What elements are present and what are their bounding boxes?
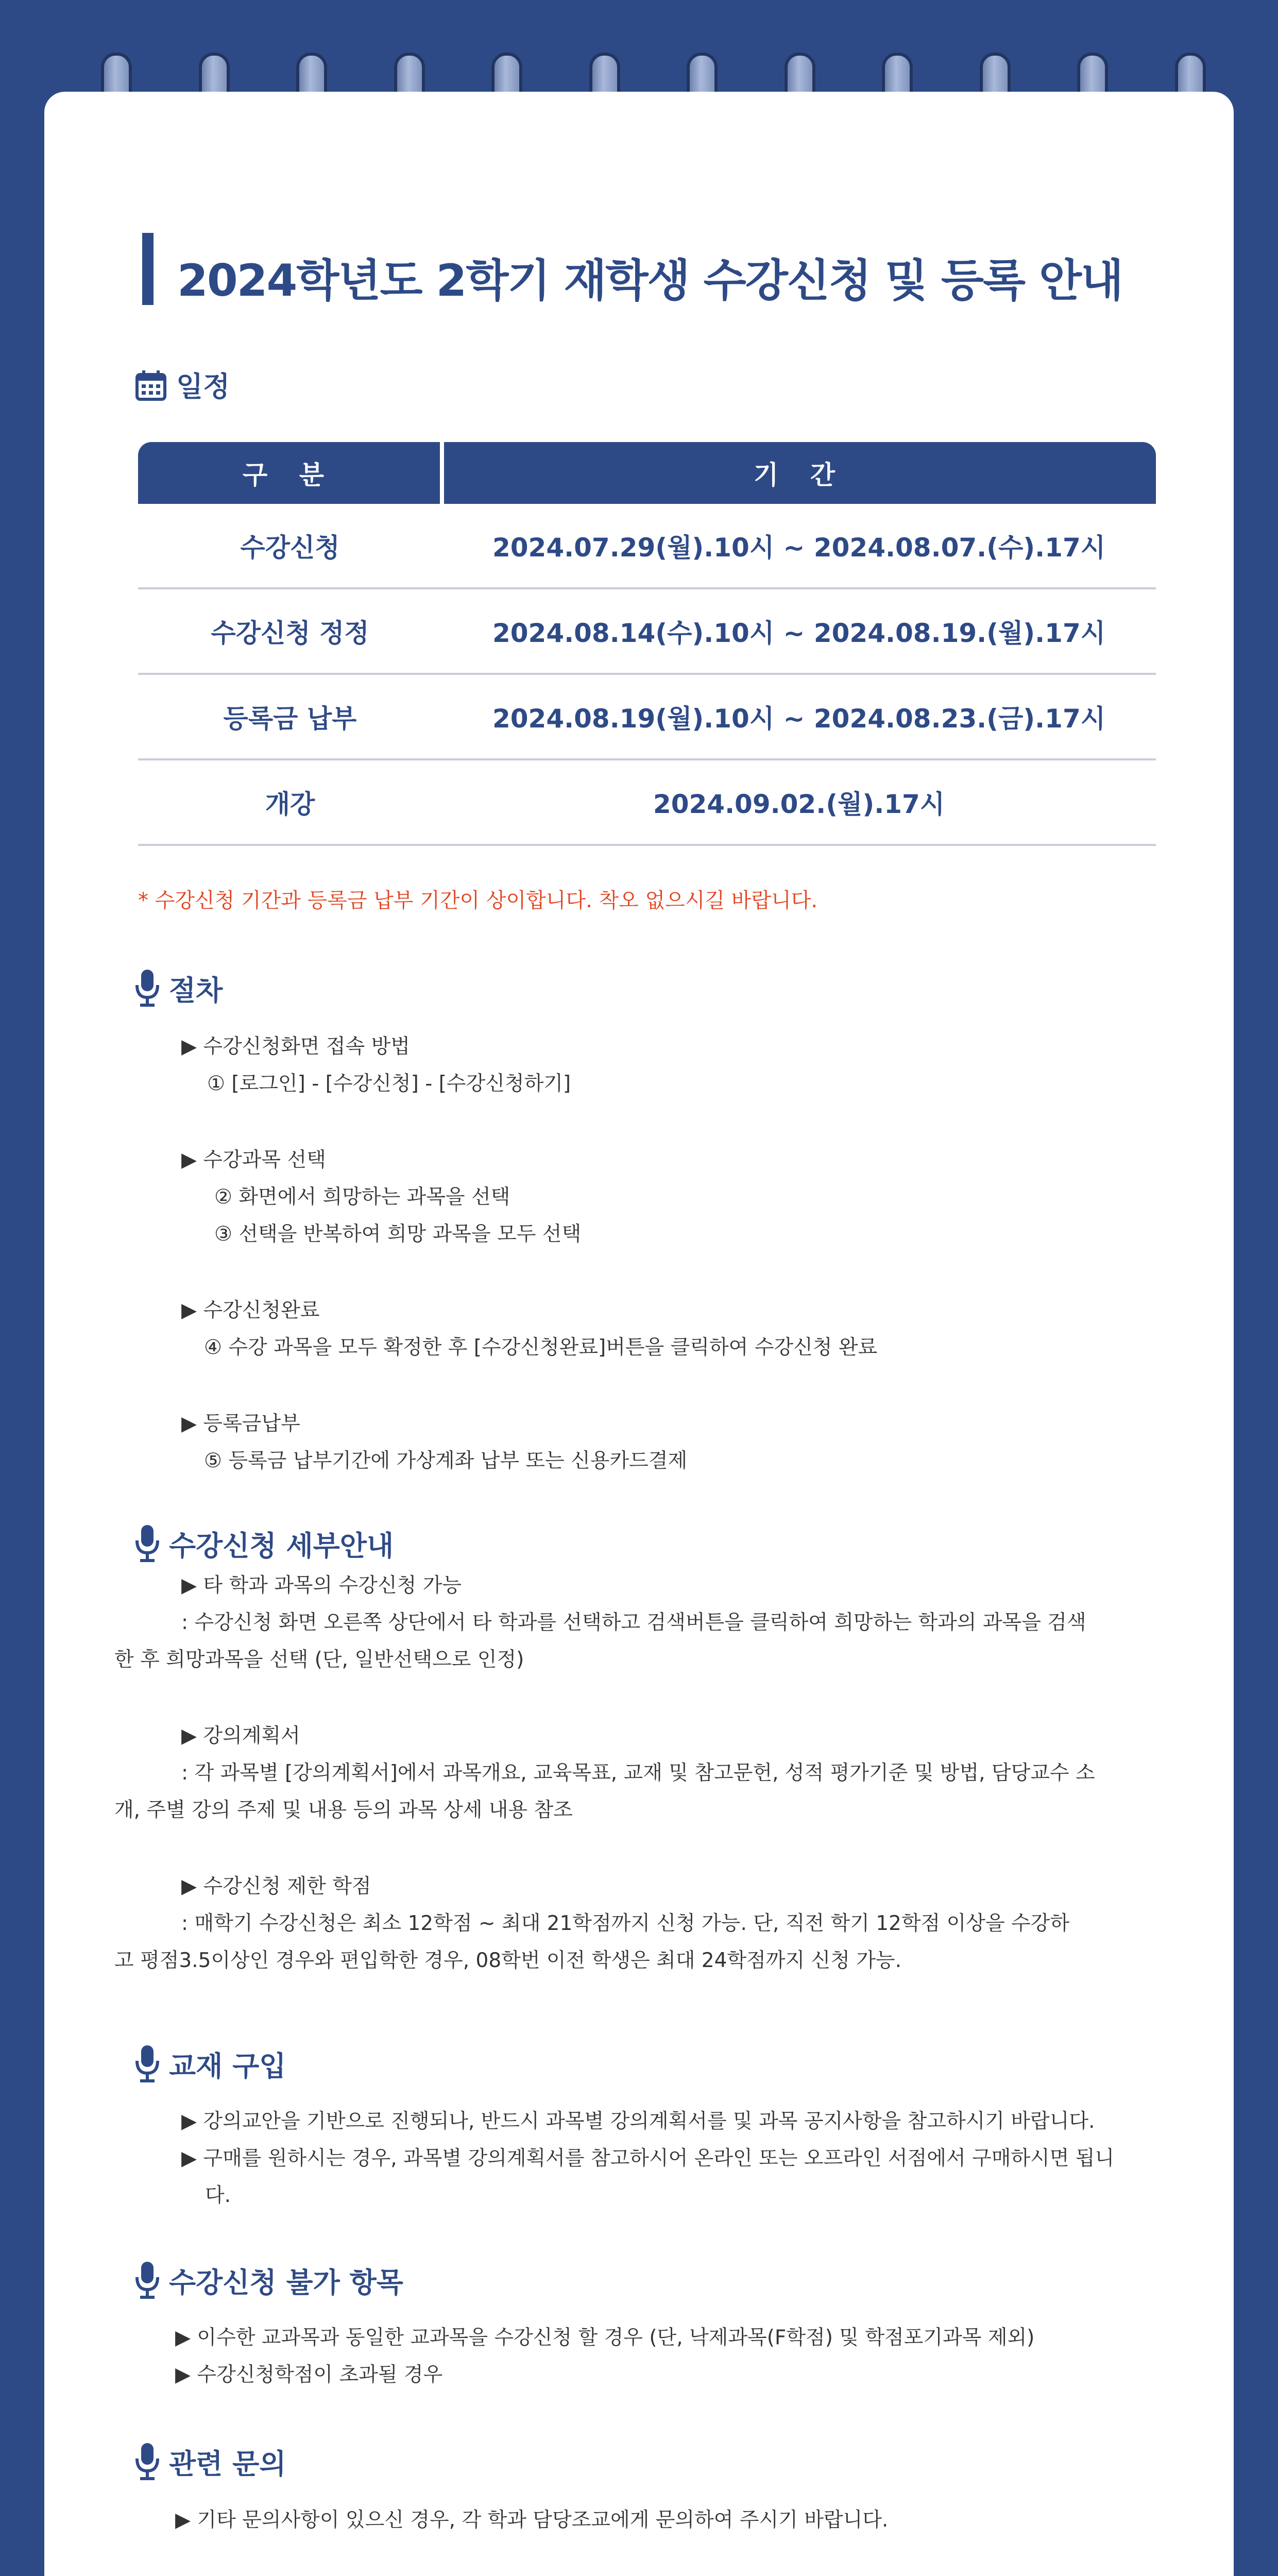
details-line: ▶ 강의계획서	[181, 1724, 300, 1748]
procedure-line: ⑤ 등록금 납부기간에 가상계좌 납부 또는 신용카드결제	[204, 1449, 688, 1472]
procedure-line: ▶ 수강신청완료	[181, 1299, 320, 1322]
unavailable-line: ▶ 수강신청학점이 초과될 경우	[175, 2363, 443, 2386]
schedule-cell: 2024.08.14(수).10시 ~ 2024.08.19.(월).17시	[442, 588, 1156, 674]
procedure-line: ③ 선택을 반복하여 희망 과목을 모두 선택	[214, 1223, 582, 1246]
inquiry-heading-label: 관련 문의	[169, 2448, 286, 2480]
schedule-heading	[135, 365, 230, 408]
details-body	[114, 1567, 1095, 1979]
unavailable-line: ▶ 이수한 교과목과 동일한 교과목을 수강신청 할 경우 (단, 낙제과목(F학점) 및 학점포기과목 제외)	[175, 2326, 1035, 2349]
calendar-icon	[135, 369, 167, 408]
details-line: : 수강신청 화면 오른쪽 상단에서 타 학과를 선택하고 검색버튼을 클릭하여 희망하는 학과의 과목을 검색	[181, 1611, 1086, 1634]
textbook-line: ▶ 구매를 원하시는 경우, 과목별 강의계획서를 참고하시어 온라인 또는 오프라인 서점에서 구매하시면 됩니	[181, 2147, 1115, 2170]
details-line: 개, 주별 강의 주제 및 내용 등의 과목 상세 내용 참조	[114, 1799, 573, 1822]
procedure-line: ▶ 수강신청화면 접속 방법	[181, 1035, 410, 1058]
table-row	[138, 588, 1156, 674]
microphone-icon	[135, 2262, 160, 2308]
details-heading	[135, 1524, 394, 1571]
schedule-cell: 2024.09.02.(월).17시	[442, 759, 1156, 845]
details-line: : 매학기 수강신청은 최소 12학점 ~ 최대 21학점까지 신청 가능. 단, 직전 학기 12학점 이상을 수강하	[181, 1912, 1070, 1935]
title-accent-bar	[142, 233, 154, 305]
textbook-body	[181, 2103, 1114, 2214]
procedure-line: ① [로그인] - [수강신청] - [수강신청하기]	[207, 1072, 571, 1095]
inquiry-line: ▶ 기타 문의사항이 있으신 경우, 각 학과 담당조교에게 문의하여 주시기 바랍니다.	[175, 2509, 889, 2532]
schedule-note: * 수강신청 기간과 등록금 납부 기간이 상이합니다. 착오 없으시길 바랍니다.	[138, 889, 818, 912]
microphone-icon	[135, 1525, 160, 1571]
microphone-icon	[135, 2443, 160, 2489]
microphone-icon	[135, 2045, 160, 2091]
schedule-cell: 수강신청 정정	[138, 588, 442, 674]
textbook-heading	[135, 2044, 286, 2091]
schedule-cell: 개강	[138, 759, 442, 845]
procedure-heading-label: 절차	[169, 974, 223, 1007]
inquiry-body	[175, 2502, 888, 2576]
inquiry-phone	[175, 2572, 888, 2576]
procedure-line: ② 화면에서 희망하는 과목을 선택	[214, 1185, 510, 1209]
unavailable-body	[175, 2319, 1034, 2394]
schedule-cell: 2024.08.19(월).10시 ~ 2024.08.23.(금).17시	[442, 674, 1156, 759]
schedule-heading-label: 일정	[176, 370, 230, 403]
inquiry-heading	[135, 2442, 286, 2489]
unavailable-heading-label: 수강신청 불가 항목	[169, 2266, 403, 2299]
textbook-line: 다.	[205, 2184, 231, 2207]
details-heading-label: 수강신청 세부안내	[169, 1530, 394, 1562]
details-line: 한 후 희망과목을 선택 (단, 일반선택으로 인정)	[114, 1648, 524, 1671]
table-row	[138, 674, 1156, 759]
procedure-body	[181, 1028, 877, 1480]
procedure-heading	[135, 969, 223, 1015]
details-line: ▶ 수강신청 제한 학점	[181, 1875, 371, 1898]
textbook-line: ▶ 강의교안을 기반으로 진행되나, 반드시 과목별 강의계획서를 및 과목 공지사항을 참고하시기 바랍니다.	[181, 2110, 1095, 2133]
unavailable-heading	[135, 2261, 403, 2308]
table-row	[138, 504, 1156, 588]
details-line: 고 평점3.5이상인 경우와 편입학한 경우, 08학번 이전 학생은 최대 24학점까지 신청 가능.	[114, 1949, 902, 1972]
procedure-line: ④ 수강 과목을 모두 확정한 후 [수강신청완료]버튼을 클릭하여 수강신청 완료	[204, 1336, 878, 1359]
details-line: ▶ 타 학과 과목의 수강신청 가능	[181, 1574, 462, 1597]
schedule-cell: 수강신청	[138, 504, 442, 588]
schedule-header-period: 기 간	[442, 442, 1156, 504]
schedule-header-category: 구 분	[138, 442, 442, 504]
schedule-cell: 등록금 납부	[138, 674, 442, 759]
table-row	[138, 759, 1156, 845]
schedule-table	[138, 442, 1156, 846]
details-line: : 각 과목별 [강의계획서]에서 과목개요, 교육목표, 교재 및 참고문헌, 성적 평가기준 및 방법, 담당교수 소	[181, 1761, 1095, 1785]
schedule-cell: 2024.07.29(월).10시 ~ 2024.08.07.(수).17시	[442, 504, 1156, 588]
procedure-line: ▶ 수강과목 선택	[181, 1148, 326, 1172]
microphone-icon	[135, 970, 160, 1015]
textbook-heading-label: 교재 구입	[169, 2050, 286, 2082]
page-title: 2024학년도 2학기 재학생 수강신청 및 등록 안내	[177, 255, 1123, 307]
procedure-line: ▶ 등록금납부	[181, 1412, 300, 1435]
